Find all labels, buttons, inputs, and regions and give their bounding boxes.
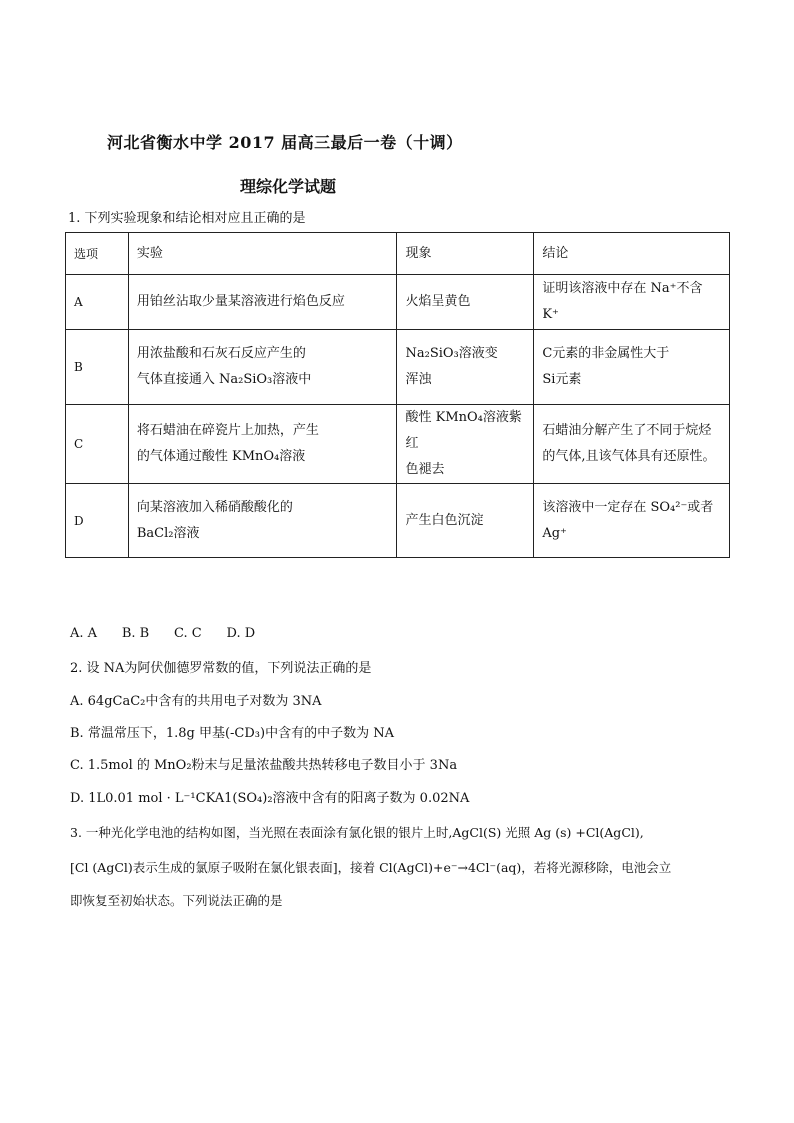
cell-line: Si元素 (542, 372, 582, 387)
document-title: 河北省衡水中学 2017 届高三最后一卷（十调） (107, 133, 463, 152)
row-experiment (128, 330, 397, 405)
q3-line-3: 即恢复至初始状态。下列说法正确的是 (70, 893, 283, 908)
table-row (66, 405, 730, 484)
header-phenomenon: 现象 (397, 233, 534, 275)
row-phenomenon (397, 330, 534, 405)
cell-line: BaCl₂溶液 (136, 525, 200, 541)
row-phenomenon (397, 405, 534, 484)
cell-line: 产生白色沉淀 (405, 512, 484, 528)
cell-line: 色褪去 (405, 462, 445, 477)
cell-line: 将石蜡油在碎瓷片上加热，产生 (136, 423, 319, 438)
q1-choices: A. A B. B C. C D. D (70, 626, 256, 641)
table-header-row (66, 233, 730, 275)
q2-option-b: B. 常温常压下，1.8g 甲基(-CD₃)中含有的中子数为 NA (70, 726, 394, 741)
cell-line: C元素的非金属性大于 (542, 346, 670, 361)
cell-line: 气体直接通入 Na₂SiO₃溶液中 (136, 372, 312, 387)
row-option: A (66, 275, 129, 330)
table-row (66, 275, 730, 330)
row-experiment (128, 484, 397, 558)
cell-line: 证明该溶液中存在 Na⁺不含 K⁺ (542, 281, 703, 322)
q2-option-c: C. 1.5mol 的 MnO₂粉末与足量浓盐酸共热转移电子数目小于 3Na (70, 758, 458, 773)
q1-stem: 1. 下列实验现象和结论相对应且正确的是 (68, 211, 306, 226)
row-conclusion (534, 484, 730, 558)
cell-line: 的气体,且该气体具有还原性。 (542, 449, 716, 464)
cell-line: 酸性 KMnO₄溶液紫红 (405, 410, 522, 451)
row-experiment (128, 405, 397, 484)
cell-line: 该溶液中一定存在 SO₄²⁻或者 (542, 499, 714, 515)
document-subtitle: 理综化学试题 (240, 177, 337, 196)
cell-line: 石蜡油分解产生了不同于烷烃 (542, 423, 712, 438)
header-option: 选项 (66, 233, 129, 275)
q3-line-2: [Cl (AgCl)表示生成的氯原子吸附在氯化银表面]，接着 Cl(AgCl)+e⁻→4Cl⁻(aq)，若将光源移除，电池会立 (70, 860, 672, 875)
cell-line: 向某溶液加入稀硝酸酸化的 (136, 499, 293, 515)
q2-stem: 2. 设 NA为阿伏伽德罗常数的值，下列说法正确的是 (70, 661, 372, 676)
table-row (66, 484, 730, 558)
cell-line: Ag⁺ (542, 525, 567, 541)
header-conclusion: 结论 (534, 233, 730, 275)
row-conclusion (534, 275, 730, 330)
cell-line: 的气体通过酸性 KMnO₄溶液 (136, 449, 306, 464)
cell-line: Na₂SiO₃溶液变 (405, 346, 498, 361)
row-option: B (66, 330, 129, 405)
row-experiment (128, 275, 397, 330)
q2-option-d: D. 1L0.01 mol · L⁻¹CKA1(SO₄)₂溶液中含有的阳离子数为 0.02NA (70, 791, 470, 806)
row-option: D (66, 484, 129, 558)
q3-line-1: 3. 一种光化学电池的结构如图，当光照在表面涂有氯化银的银片上时,AgCl(S) 光照 Ag (s) +Cl(AgCl), (70, 825, 644, 840)
cell-line: 用铂丝沾取少量某溶液进行焰色反应 (136, 294, 345, 309)
row-conclusion (534, 405, 730, 484)
cell-line: 浑浊 (405, 372, 432, 387)
row-phenomenon (397, 484, 534, 558)
row-conclusion (534, 330, 730, 405)
header-experiment: 实验 (128, 233, 397, 275)
q2-option-a: A. 64gCaC₂中含有的共用电子对数为 3NA (70, 694, 322, 709)
row-phenomenon (397, 275, 534, 330)
cell-line: 用浓盐酸和石灰石反应产生的 (136, 346, 306, 361)
cell-line: 火焰呈黄色 (405, 294, 471, 309)
q1-table (65, 232, 730, 558)
table-row (66, 330, 730, 405)
row-option: C (66, 405, 129, 484)
